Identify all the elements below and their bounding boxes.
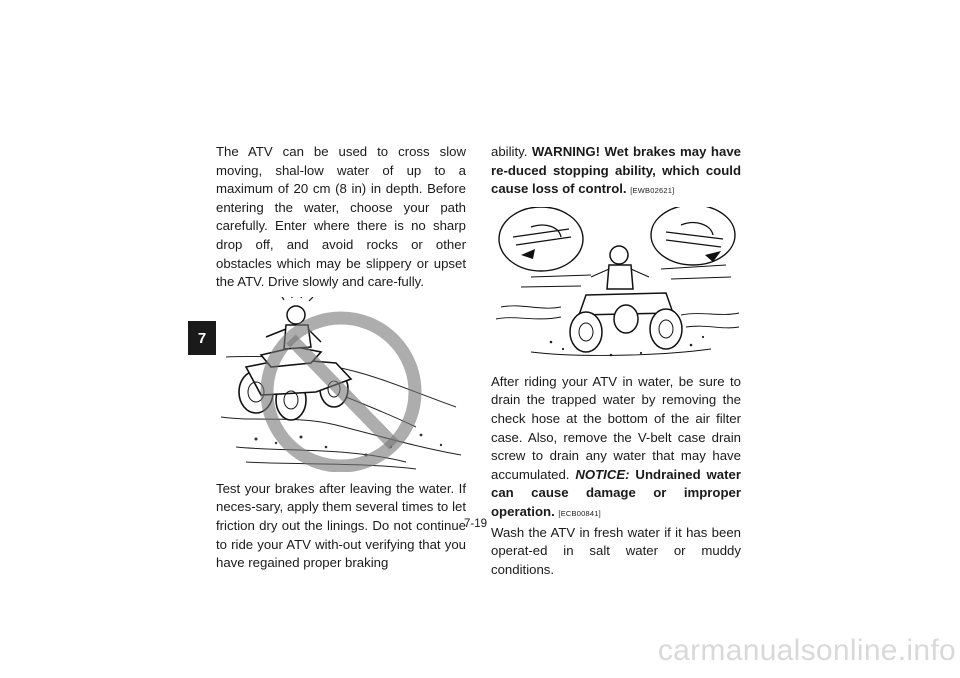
chapter-tab: 7 [188, 321, 216, 355]
warning-code: [EWB02621] [630, 186, 675, 196]
notice-code: [ECB00841] [558, 508, 601, 518]
drain-water-paragraph [491, 373, 741, 524]
wet-brakes-warning: WARNING! Wet brakes may have re-duced stopping ability, which could cause loss of control. [491, 144, 741, 197]
notice-text: Undrained water can cause damage or improper operation. [491, 466, 741, 519]
footer-watermark: carmanualsonline.info [657, 634, 956, 667]
right-column [491, 143, 741, 579]
page-number: 7-19 [464, 518, 488, 530]
left-column [216, 143, 466, 573]
water-crossing-paragraph: The ATV can be used to cross slow moving, shal-low water of up to a maximum of 20 cm (8 in) in depth. Before entering the water, choose your path carefully. Enter where there is no sharp drop off, and avoid rocks or other obstacles which may be slippery or upset the ATV. Drive slowly and care-fully. [216, 144, 466, 290]
notice-label: NOTICE: [575, 466, 630, 482]
wet-brake-warning-paragraph [491, 143, 741, 201]
ability-text: ability. [491, 144, 532, 159]
atv-sharp-drop-prohibited-illustration [216, 297, 466, 472]
atv-braking-in-water-illustration [491, 207, 741, 367]
brake-test-paragraph: Test your brakes after leaving the water. If neces-sary, apply them several times to let friction dry out the linings. Do not continue to ride your ATV with-out verifying that you have regained proper braking [216, 480, 466, 571]
drain-instructions-text: After riding your ATV in water, be sure to drain the trapped water by removing the check hose at the bottom of the air filter case. Also, remove the V-belt case drain screw to drain any water that may have accumulated. [491, 373, 741, 482]
wash-paragraph: Wash the ATV in fresh water if it has been operat-ed in salt water or muddy conditions. [491, 524, 741, 577]
